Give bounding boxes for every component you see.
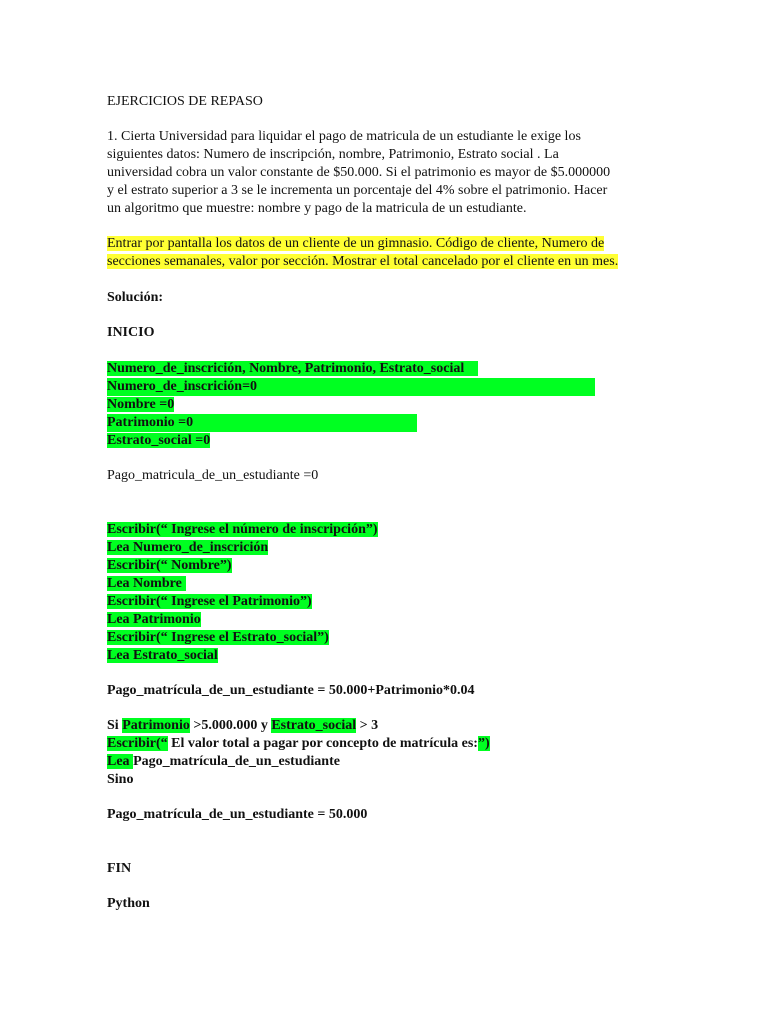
fin-keyword: FIN <box>107 861 132 876</box>
escribir-close: ”) <box>477 736 490 751</box>
declaration-line: Numero_de_inscrición=0 <box>107 378 595 396</box>
condition-patrimonio: Patrimonio <box>122 718 190 733</box>
io-line: Lea Patrimonio <box>107 612 201 627</box>
condition-end: > 3 <box>356 718 379 733</box>
condition-line <box>107 717 378 735</box>
exercise-1-line: un algoritmo que muestre: nombre y pago de la matricula de un estudiante. <box>107 201 527 216</box>
inicio-keyword: INICIO <box>107 325 155 340</box>
exercise-2-line: secciones semanales, valor por sección. Mostrar el total cancelado por el cliente en un mes. <box>107 254 619 269</box>
io-line: Escribir(“ Nombre”) <box>107 558 232 573</box>
exercise-1-line: y el estrato superior a 3 se le incrementa un porcentaje del 4% sobre el patrimonio. Hacer <box>107 183 608 198</box>
sino-keyword: Sino <box>107 772 134 787</box>
declaration-line: Patrimonio =0 <box>107 414 417 432</box>
condition-estrato: Estrato_social <box>271 718 357 733</box>
condition-middle: >5.000.000 y <box>189 718 272 733</box>
document-title: EJERCICIOS DE REPASO <box>107 94 263 109</box>
result-message: El valor total a pagar por concepto de matrícula es: <box>167 736 478 751</box>
lea-keyword: Lea <box>107 754 134 769</box>
io-line: Lea Numero_de_inscrición <box>107 540 269 555</box>
solution-label: Solución: <box>107 290 164 305</box>
io-line: Escribir(“ Ingrese el Patrimonio”) <box>107 594 312 609</box>
declaration-line: Estrato_social =0 <box>107 433 211 448</box>
payment-formula: Pago_matrícula_de_un_estudiante = 50.000+Patrimonio*0.04 <box>107 683 475 698</box>
io-line: Escribir(“ Ingrese el número de inscripción”) <box>107 522 378 537</box>
exercise-1-line: 1. Cierta Universidad para liquidar el pago de matricula de un estudiante le exige los <box>107 129 581 144</box>
pago-init: Pago_matricula_de_un_estudiante =0 <box>107 468 319 483</box>
io-line: Escribir(“ Ingrese el Estrato_social”) <box>107 630 329 645</box>
io-line: Lea Nombre <box>107 576 186 591</box>
exercise-2-line: Entrar por pantalla los datos de un cliente de un gimnasio. Código de cliente, Numero de <box>107 236 605 251</box>
else-formula: Pago_matrícula_de_un_estudiante = 50.000 <box>107 807 368 822</box>
read-result-var: Pago_matrícula_de_un_estudiante <box>133 754 340 769</box>
read-result-line <box>107 753 340 771</box>
io-line: Lea Estrato_social <box>107 648 218 663</box>
python-label: Python <box>107 896 150 911</box>
write-result-line <box>107 735 490 753</box>
escribir-keyword: Escribir(“ <box>107 736 168 751</box>
si-keyword: Si <box>107 718 123 733</box>
declaration-line: Nombre =0 <box>107 397 175 412</box>
exercise-1-line: siguientes datos: Numero de inscripción, nombre, Patrimonio, Estrato social . La <box>107 147 559 162</box>
declaration-line: Numero_de_inscrición, Nombre, Patrimonio, Estrato_social <box>107 361 478 376</box>
exercise-1-line: universidad cobra un valor constante de $50.000. Si el patrimonio es mayor de $5.000000 <box>107 165 611 180</box>
